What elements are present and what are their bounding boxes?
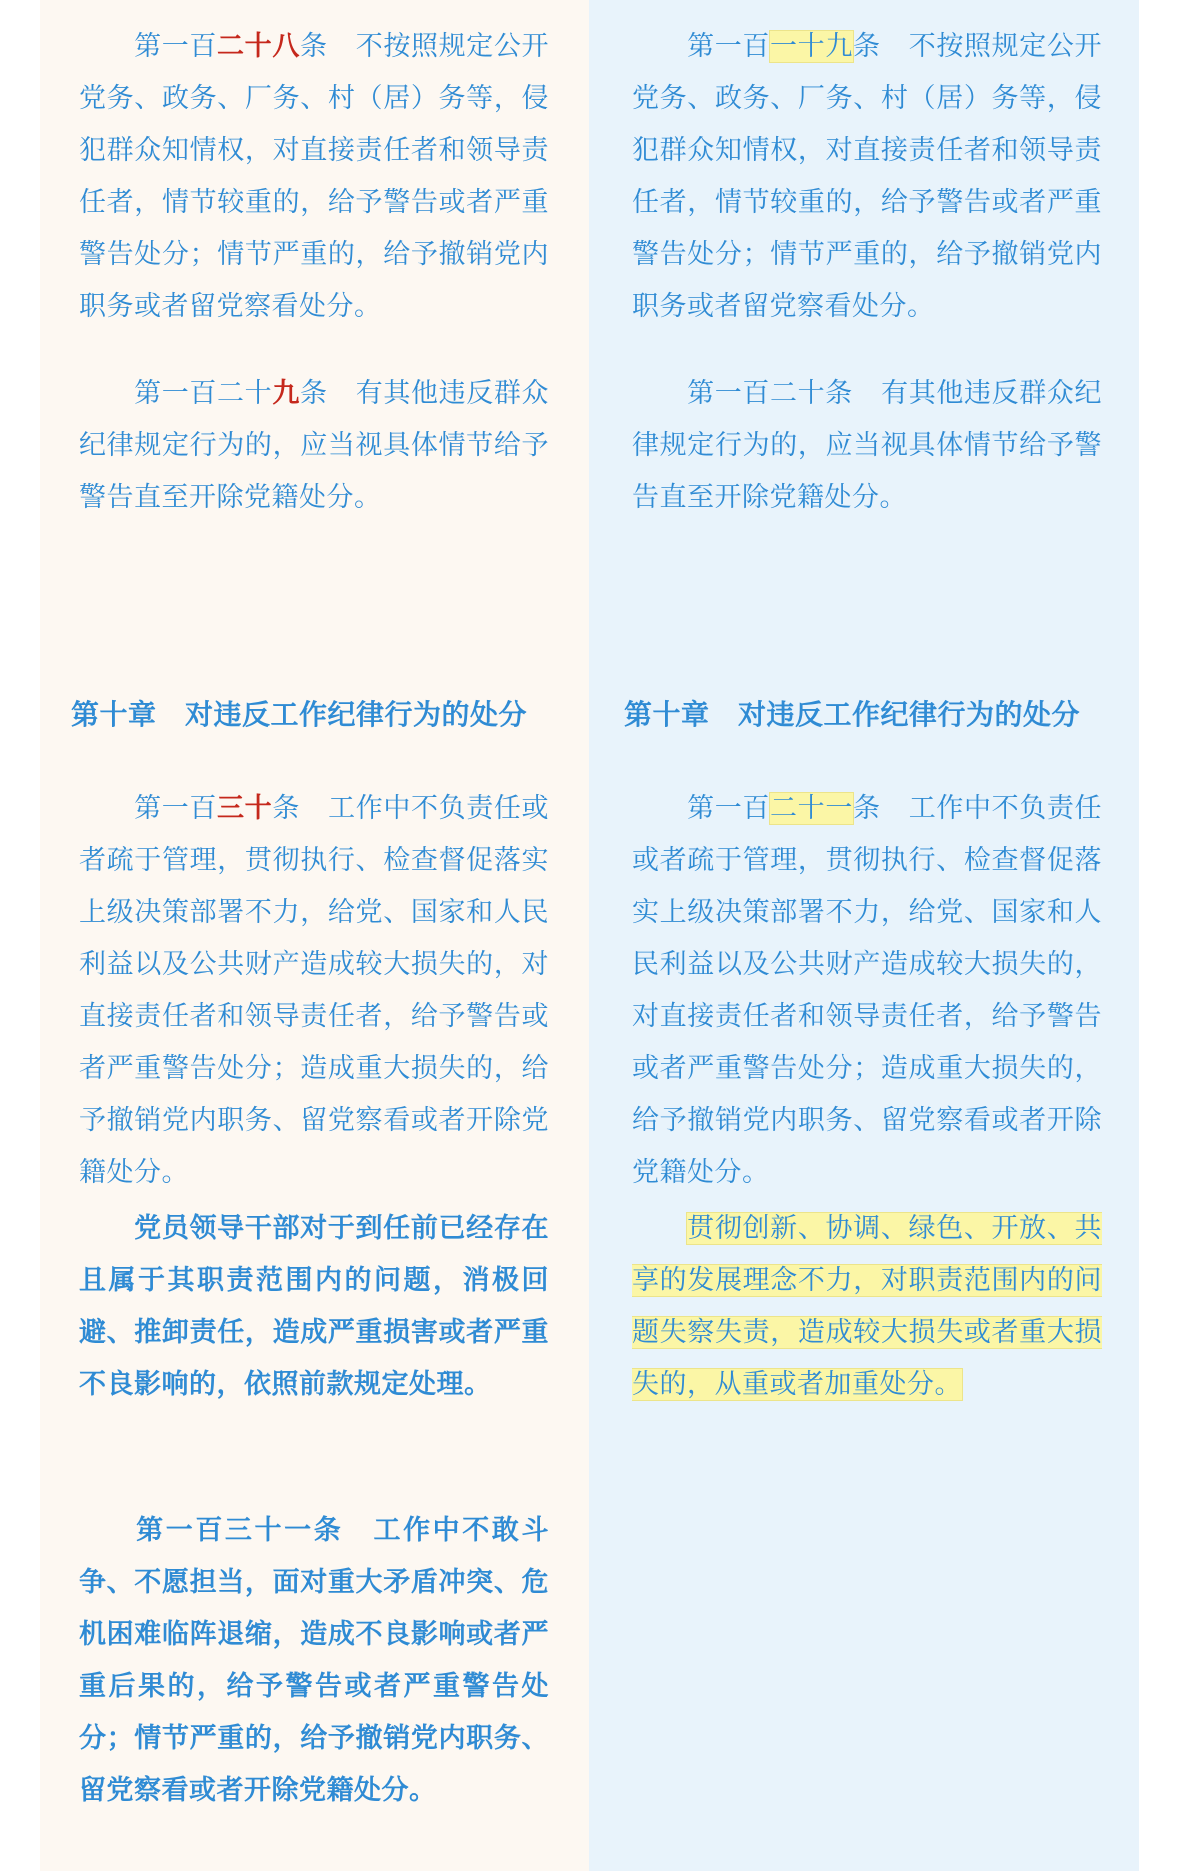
- article-label-prefix: 第一百: [134, 31, 218, 62]
- chapter-heading: 第十章 对违反工作纪律行为的处分: [71, 698, 528, 731]
- article-label-prefix: 第一百: [134, 793, 218, 824]
- chapter-heading: 第十章 对违反工作纪律行为的处分: [624, 698, 1081, 731]
- article-number-highlighted: 一十九: [770, 31, 853, 62]
- article-body: 工作中不负责任或者疏于管理，贯彻执行、检查督促落实上级决策部署不力，给党、国家和人民利益以及公共财产造成较大损失的，对直接责任者和领导责任者，给予警告或者严重警告处分；造成重大损失的，给予撤销党内职务、留党察看或者开除党籍处分。: [79, 793, 550, 1188]
- article-body: 工作中不敢斗争、不愿担当，面对重大矛盾冲突、危机困难临阵退缩，造成不良影响或者严重后果的，给予警告或者严重警告处分；情节严重的，给予撤销党内职务、留党察看或者开除党籍处分。: [79, 1515, 550, 1806]
- article-130-added-paragraph: [79, 1203, 549, 1411]
- article-121: [632, 783, 1102, 1199]
- article-label: 第一百二十条: [687, 378, 853, 409]
- article-130: [79, 783, 549, 1199]
- article-121-removed-paragraph: [632, 1203, 1102, 1411]
- article-119: [632, 21, 1102, 333]
- article-label-suffix: 条: [852, 31, 881, 62]
- article-body: 有其他违反群众纪律规定行为的，应当视具体情节给予警告直至开除党籍处分。: [632, 378, 1103, 513]
- article-label: 第一百三十一条: [134, 1515, 344, 1546]
- article-129: [79, 368, 549, 524]
- article-number-changed: 三十: [217, 793, 273, 824]
- article-number-changed: 二十八: [217, 31, 300, 62]
- article-label-suffix: 条: [852, 793, 881, 824]
- article-label-prefix: 第一百二十: [134, 378, 273, 409]
- article-body: 不按照规定公开党务、政务、厂务、村（居）务等，侵犯群众知情权，对直接责任者和领导责任者，情节较重的，给予警告或者严重警告处分；情节严重的，给予撤销党内职务或者留党察看处分。: [632, 31, 1103, 322]
- removed-text-highlighted: 贯彻创新、协调、绿色、开放、共享的发展理念不力，对职责范围内的问题失察失责，造成较大损失或者重大损失的，从重或者加重处分。: [632, 1213, 1102, 1400]
- article-131-new: [79, 1505, 549, 1817]
- article-number-changed: 九: [272, 378, 300, 409]
- article-label-suffix: 条: [272, 793, 300, 824]
- article-label-suffix: 条: [299, 31, 328, 62]
- added-text: 党员领导干部对于到任前已经存在且属于其职责范围内的问题，消极回避、推卸责任，造成严重损害或者严重不良影响的，依照前款规定处理。: [79, 1213, 549, 1400]
- article-body: 有其他违反群众纪律规定行为的，应当视具体情节给予警告直至开除党籍处分。: [79, 378, 550, 513]
- article-label-prefix: 第一百: [687, 31, 771, 62]
- article-120: [632, 368, 1102, 524]
- article-body: 不按照规定公开党务、政务、厂务、村（居）务等，侵犯群众知情权，对直接责任者和领导责任者，情节较重的，给予警告或者严重警告处分；情节严重的，给予撤销党内职务或者留党察看处分。: [79, 31, 550, 322]
- article-body: 工作中不负责任或者疏于管理，贯彻执行、检查督促落实上级决策部署不力，给党、国家和人民利益以及公共财产造成较大损失的，对直接责任者和领导责任者，给予警告或者严重警告处分；造成重大损失的，给予撤销党内职务、留党察看或者开除党籍处分。: [632, 793, 1103, 1188]
- new-version-column: [40, 0, 589, 1871]
- article-128: [79, 21, 549, 333]
- article-label-suffix: 条: [299, 378, 328, 409]
- article-label-prefix: 第一百: [687, 793, 771, 824]
- article-number-highlighted: 二十一: [770, 793, 853, 824]
- old-version-column: [589, 0, 1139, 1871]
